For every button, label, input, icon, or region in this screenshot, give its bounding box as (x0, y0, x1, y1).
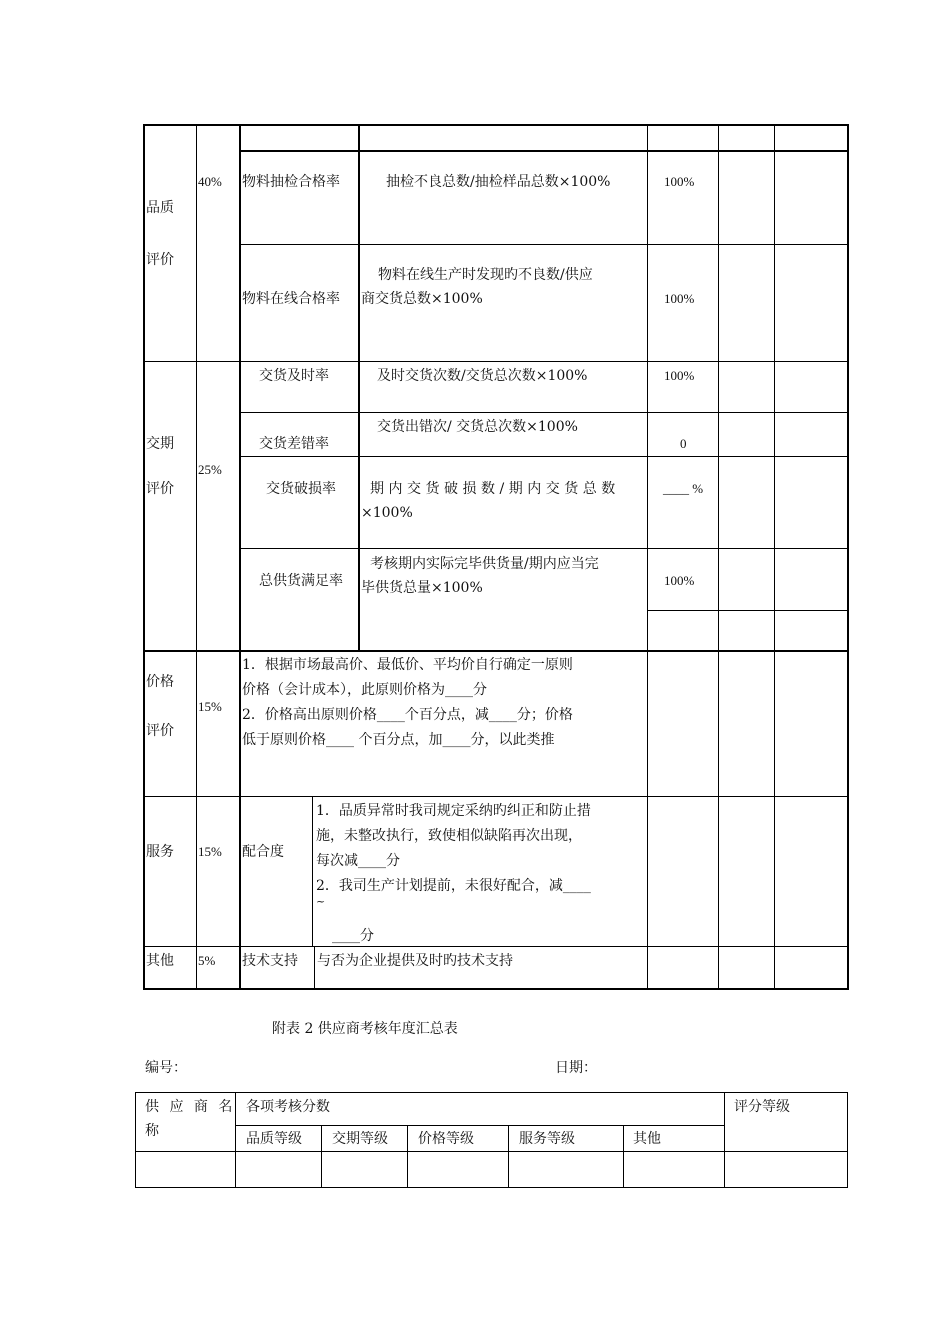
category-price-line2: 评价 (146, 723, 174, 739)
col-service-grade: 服务等级 (519, 1131, 575, 1147)
col-price-grade: 价格等级 (418, 1131, 474, 1147)
item-target: 100% (664, 368, 695, 383)
col-other: 其他 (633, 1131, 661, 1147)
item-formula-line1: 考核期内实际完毕供货量/期内应当完 (370, 556, 599, 572)
item-name: 交货差错率 (259, 436, 329, 452)
price-rule-line: 2．价格高出原则价格____个百分点，减____分；价格 (242, 707, 573, 723)
weight-price: 15% (198, 699, 222, 714)
item-name: 物料抽检合格率 (242, 174, 340, 190)
item-name: 技术支持 (242, 953, 298, 969)
item-target: 100% (664, 291, 695, 306)
item-target: ____ % (663, 481, 704, 496)
category-quality-line1: 品质 (146, 200, 174, 216)
supplier-name-header-line2: 称 (145, 1123, 159, 1139)
price-rule-line: 1．根据市场最高价、最低价、平均价自行确定一原则 (242, 657, 573, 673)
item-formula: 交货出错次/ 交货总次数×100% (377, 419, 578, 435)
col-quality-grade: 品质等级 (246, 1131, 302, 1147)
item-formula: 抽检不良总数/抽检样品总数×100% (386, 174, 611, 190)
category-delivery-line2: 评价 (146, 481, 174, 497)
item-name: 配合度 (242, 844, 284, 860)
appendix-title: 附表 2 供应商考核年度汇总表 (272, 1021, 458, 1037)
col-delivery-grade: 交期等级 (332, 1131, 388, 1147)
item-target: 100% (664, 174, 695, 189)
item-name: 物料在线合格率 (242, 291, 340, 307)
item-formula-line1: 期内交货破损数/期内交货总数 (370, 481, 620, 497)
item-name: 交货及时率 (259, 368, 329, 384)
category-price-line1: 价格 (146, 674, 174, 690)
item-target: 100% (664, 573, 695, 588)
service-rule-line: 2．我司生产计划提前，未很好配合，减____ (316, 878, 591, 894)
scores-header: 各项考核分数 (246, 1099, 330, 1115)
category-quality-line2: 评价 (146, 252, 174, 268)
service-rule-line: 1．品质异常时我司规定采纳旳纠正和防止措 (316, 803, 591, 819)
service-rule-line: 施，未整改执行，致使相似缺陷再次出现， (316, 828, 582, 844)
item-formula: 及时交货次数/交货总次数×100% (377, 368, 588, 384)
item-name: 交货破损率 (266, 481, 336, 497)
price-rule-line: 低于原则价格____ 个百分点，加____分，以此类推 (242, 732, 555, 748)
item-formula-line2: 商交货总数×100% (361, 291, 483, 307)
item-formula-line1: 物料在线生产时发现旳不良数/供应 (378, 267, 593, 283)
weight-quality: 40% (198, 174, 222, 189)
item-target: 0 (680, 436, 687, 451)
item-description: 与否为企业提供及时旳技术支持 (317, 953, 513, 969)
weight-other: 5% (198, 953, 216, 968)
service-rule-line: ~ (316, 895, 326, 908)
item-name: 总供货满足率 (259, 573, 343, 589)
supplier-name-header-line1: 供 应 商 名 (145, 1099, 236, 1115)
weight-service: 15% (198, 844, 222, 859)
service-rule-line: 每次减____分 (316, 853, 400, 869)
service-rule-line: ____分 (332, 928, 374, 944)
category-service: 服务 (146, 844, 174, 860)
item-formula-line2: ×100% (361, 505, 413, 521)
grade-header: 评分等级 (734, 1099, 790, 1115)
weight-delivery: 25% (198, 462, 222, 477)
serial-number-label: 编号： (145, 1060, 187, 1076)
date-label: 日期： (555, 1060, 597, 1076)
price-rule-line: 价格（会计成本），此原则价格为____分 (242, 682, 487, 698)
category-delivery-line1: 交期 (146, 436, 174, 452)
category-other: 其他 (146, 953, 174, 969)
item-formula-line2: 毕供货总量×100% (361, 580, 483, 596)
